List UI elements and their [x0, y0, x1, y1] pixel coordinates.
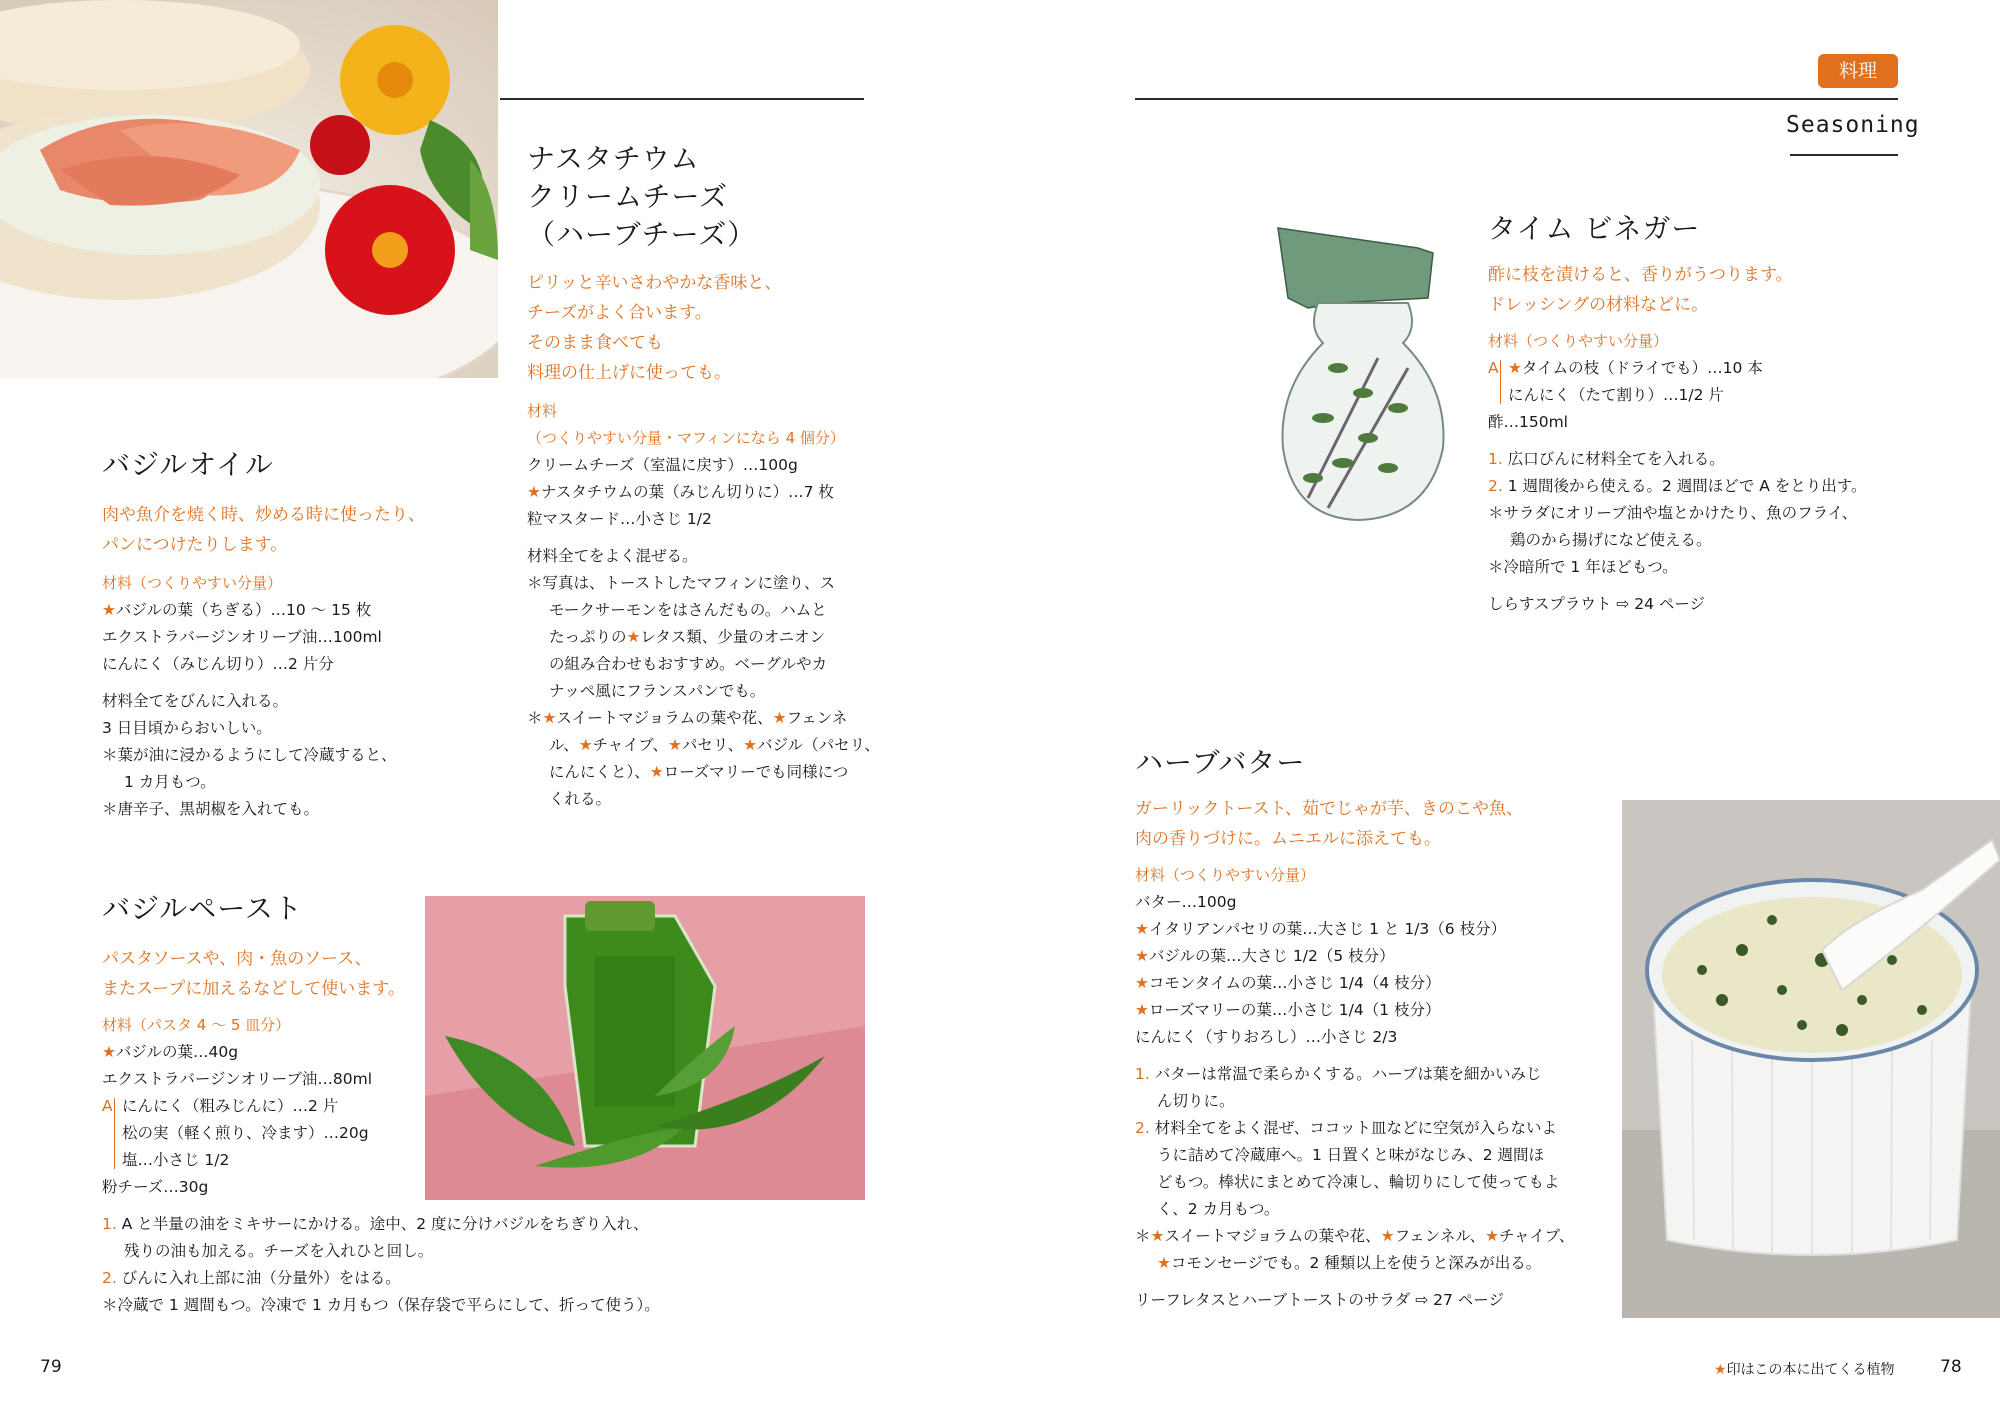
star-icon: ★: [1714, 1362, 1727, 1378]
ingredient-group-a: A にんにく（粗みじんに）…2 片 松の実（軽く煎り、冷ます）…20g 塩…小さじ 1/2: [102, 1097, 369, 1169]
basil-oil-title: バジルオイル: [102, 448, 274, 481]
star-icon: ★: [668, 736, 682, 754]
herb-butter-photo: [1622, 800, 2000, 1318]
nasturtium-lead: ピリッと辛いさわやかな香味と、 チーズがよく合います。 そのまま食べても 料理の仕上げに使っても。: [527, 273, 782, 383]
herb-butter-reference: リーフレタスとハーブトーストのサラダ ⇨ 27 ページ: [1135, 1291, 1504, 1309]
basil-oil-ingredients: 材料（つくりやすい分量） ★バジルの葉（ちぎる）…10 ～ 15 枚 エクストラバージンオリーブ油…100ml にんにく（みじん切り）…2 片分 材料全てをびんに入れる。 3 日目頃からおいしい。 ＊葉が油に浸かるようにして冷蔵すると、 1 カ月もつ。 ＊唐辛子、黒胡椒を入れても。: [102, 574, 397, 818]
right-top-rule: [1135, 98, 1898, 100]
thyme-vinegar-reference: しらすスプラウト ⇨ 24 ページ: [1488, 595, 1706, 613]
nasturtium-ingredients: 材料 （つくりやすい分量・マフィンになら 4 個分） クリームチーズ（室温に戻す）…100g ★ナスタチウムの葉（みじん切りに）…7 枚 粒マスタード…小さじ 1/2 材料全てをよく混ぜる。 ＊写真は、トーストしたマフィンに塗り、ス モークサーモンをはさんだもの。ハムと たっぷりの★レタス類、少量のオニオン の組み合わせもおすすめ。ベーグルやカ ナッペ風にフランスパンでも。 ＊★スイートマジョラムの葉や花、★フェンネ ル、★チャイブ、★パセリ、★バジル（パセリ、 にんにくと）、★ローズマリーでも同様につ くれる。: [527, 402, 880, 808]
herb-butter-ingredients: 材料（つくりやすい分量） バター…100g ★イタリアンパセリの葉…大さじ 1 と 1/3（6 枝分） ★バジルの葉…大さじ 1/2（5 枝分） ★コモンタイムの葉…小さじ 1/4（4 枝分） ★ローズマリーの葉…小さじ 1/4（1 枝分） にんにく（すりおろし）…小さじ 2/3 1. バターは常温で柔らかくする。ハーブは葉を細かいみじ ん切りに。 2. 材料全てをよく混ぜ、ココット皿などに空気が入らないよ うに詰めて冷蔵庫へ。1 日置くと味がなじみ、2 週間ほ どもつ。棒状にまとめて冷凍し、輪切りにして使ってもよ く、2 カ月もつ。 ＊★スイートマジョラムの葉や花、★フェンネル、★チャイブ、 ★コモンセージでも。2 種類以上を使うと深みが出る。 リーフレタスとハーブトーストのサラダ ⇨ 27 ページ: [1135, 862, 1615, 1314]
star-icon: ★: [102, 601, 116, 619]
star-icon: ★: [1380, 1227, 1395, 1245]
muffin-photo: [0, 0, 498, 378]
herb-butter-title: ハーブバター: [1135, 746, 1306, 779]
nasturtium-title: ナスタチウム クリームチーズ （ハーブチーズ）: [527, 142, 757, 251]
star-icon: ★: [1135, 974, 1149, 992]
star-icon: ★: [1150, 1227, 1165, 1245]
star-icon: ★: [1157, 1254, 1171, 1272]
star-icon: ★: [1135, 920, 1149, 938]
basil-paste-ingredients: 材料（パスタ 4 ～ 5 皿分） ★バジルの葉…40g エクストラバージンオリーブ油…80ml A にんにく（粗みじんに）…2 片 松の実（軽く煎り、冷ます）…20g 塩…小さじ 1/2 粉チーズ…30g 1. A と半量の油をミキサーにかける。途中、2 度に分けバジルをちぎり入れ、 残りの油も加える。チーズを入れひと回し。 2. びんに入れ上部に油（分量外）をはる。 ＊冷蔵で 1 週間もつ。冷凍で 1 カ月もつ（保存袋で平らにして、折って使う）。: [102, 1012, 862, 1319]
section-underline: [1790, 154, 1898, 156]
page-number-right: 78: [1940, 1357, 1962, 1377]
herb-butter-lead: ガーリックトースト、茹でじゃが芋、きのこや魚、 肉の香りづけに。ムニエルに添えても。: [1135, 799, 1523, 849]
thyme-vinegar-title: タイム ビネガー: [1488, 212, 1701, 245]
star-icon: ★: [578, 736, 593, 754]
page-number-left: 79: [40, 1357, 62, 1377]
star-icon: ★: [102, 1043, 116, 1061]
star-icon: ★: [626, 628, 641, 646]
basil-paste-title: バジルペースト: [102, 892, 303, 925]
star-icon: ★: [743, 736, 758, 754]
thyme-vinegar-recipe: [1488, 210, 1908, 618]
ingredient-group-a: A ★タイムの枝（ドライでも）…10 本 にんにく（たて割り）…1/2 片: [1488, 359, 1763, 404]
star-icon: ★: [1508, 359, 1522, 377]
basil-oil-recipe: [102, 446, 482, 823]
star-icon: ★: [1485, 1227, 1499, 1245]
left-top-rule: [500, 98, 864, 100]
star-icon: ★: [772, 709, 787, 727]
star-icon: ★: [527, 483, 541, 501]
thyme-vinegar-illustration: [1268, 218, 1458, 534]
thyme-vinegar-ingredients: 材料（つくりやすい分量） A ★タイムの枝（ドライでも）…10 本 にんにく（たて割り）…1/2 片 酢…150ml 1. 広口びんに材料全てを入れる。 2. 1 週間後から使える。2 週間ほどで A をとり出す。 ＊サラダにオリーブ油や塩とかけたり、魚のフライ、 鶏のから揚げになど使える。 ＊冷暗所で 1 年ほどもつ。 しらすスプラウト ⇨ 24 ページ: [1488, 328, 1908, 618]
basil-oil-lead: 肉や魚介を焼く時、炒める時に使ったり、 パンにつけたりします。: [102, 505, 425, 555]
basil-paste-photo: [425, 896, 865, 1200]
category-badge: 料理: [1818, 54, 1898, 88]
thyme-vinegar-lead: 酢に枝を漬けると、香りがうつります。 ドレッシングの材料などに。: [1488, 265, 1793, 315]
star-icon: ★: [649, 763, 664, 781]
herb-butter-recipe: [1135, 744, 1615, 1314]
star-icon: ★: [542, 709, 557, 727]
nasturtium-recipe: [527, 140, 880, 813]
basil-paste-lead: パスタソースや、肉・魚のソース、 またスープに加えるなどして使います。: [102, 949, 405, 999]
star-icon: ★: [1135, 1001, 1149, 1019]
star-icon: ★: [1135, 947, 1149, 965]
star-legend: ★印はこの本に出てくる植物: [1714, 1362, 1895, 1378]
section-label: Seasoning: [1786, 112, 1920, 138]
